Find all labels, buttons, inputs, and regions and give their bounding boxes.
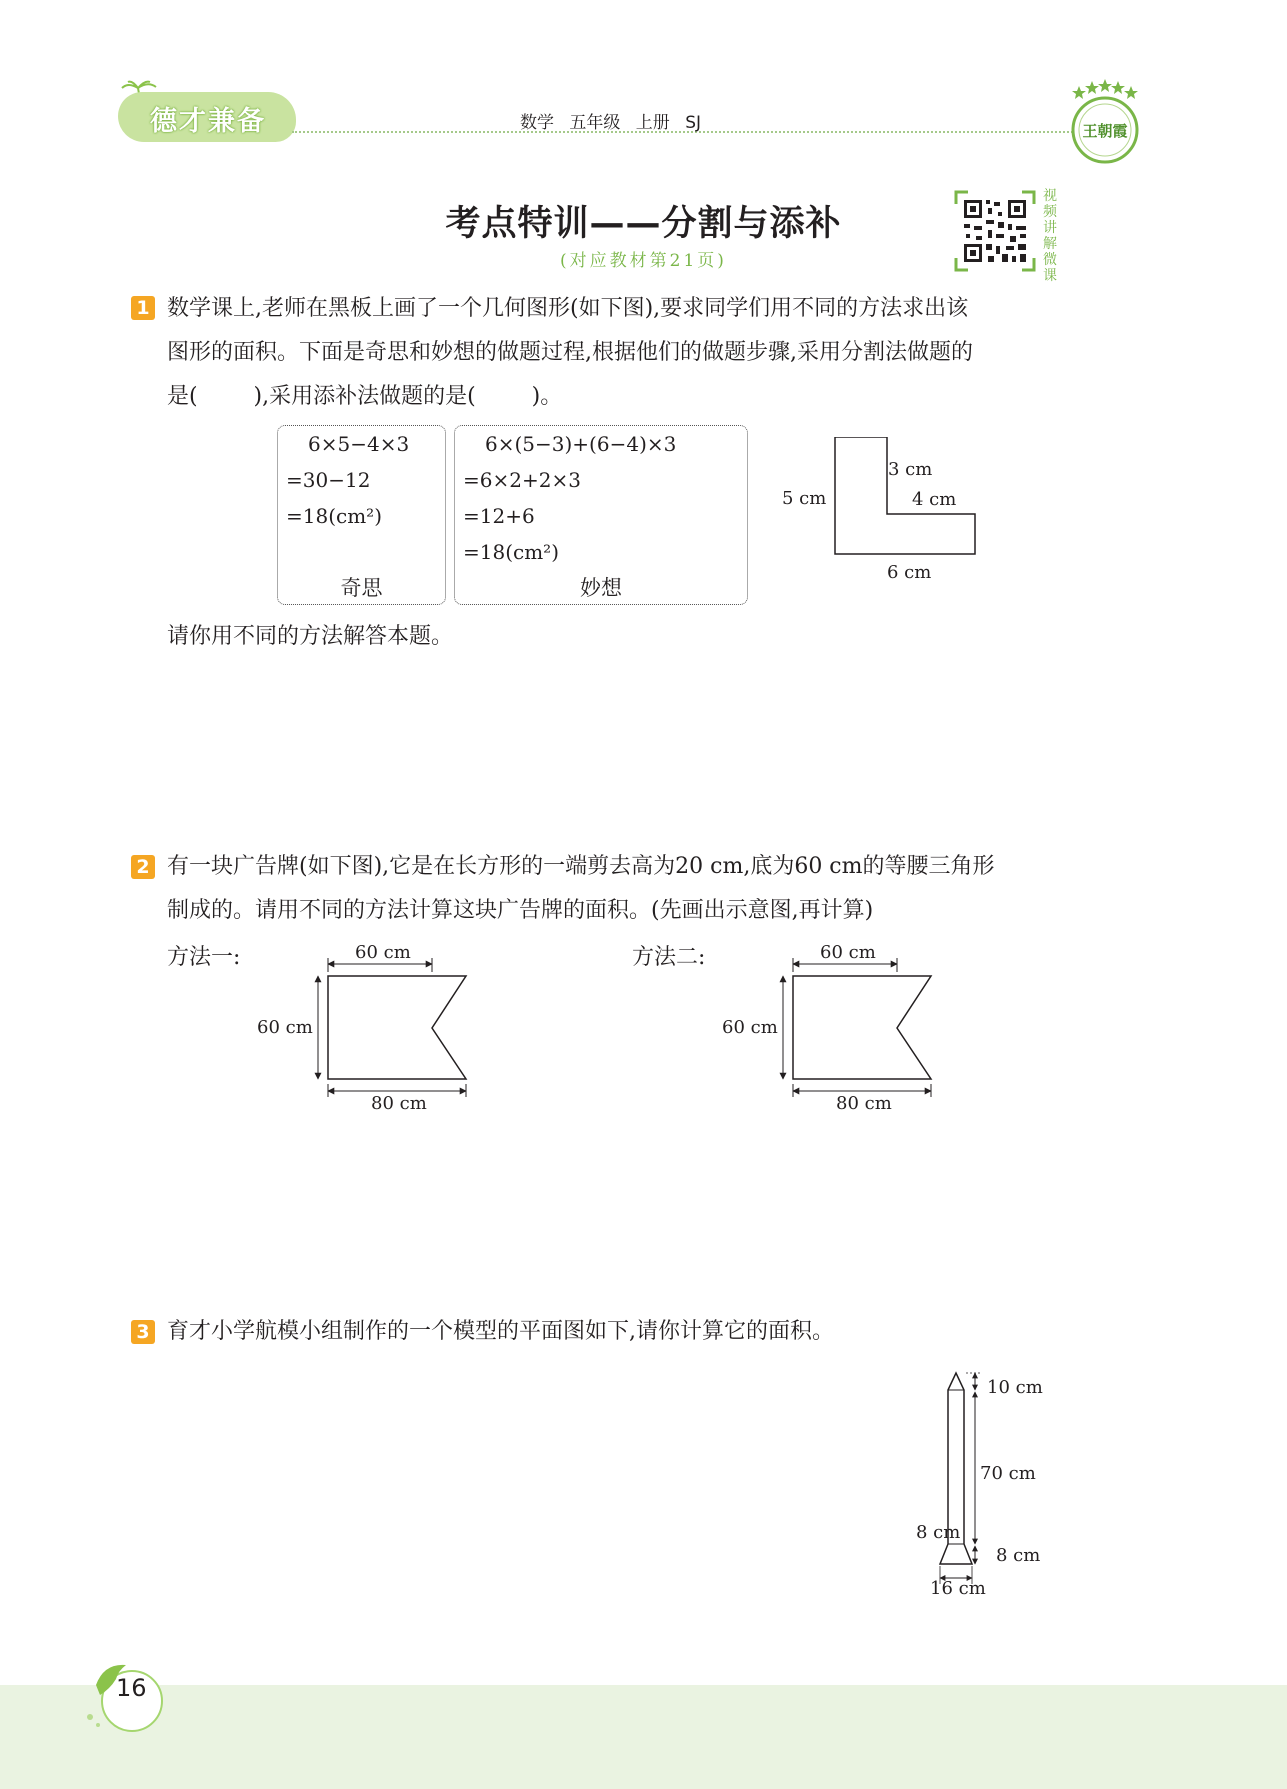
qisi-name: 奇思 [340,576,383,600]
q2-text-line2: 制成的。请用不同的方法计算这块广告牌的面积。(先画出示意图,再计算) [167,898,874,923]
footer-band [0,1685,1287,1789]
q3-base-left-label: 8 cm [916,1522,961,1543]
question-number-1: 1 [131,296,155,320]
qisi-solution-box [277,425,446,605]
question-number-2: 2 [131,855,155,879]
q2-fig1-top-label: 60 cm [355,942,411,963]
q1-figure-bottom-label: 6 cm [887,562,932,583]
method-one-label: 方法一: [167,945,241,970]
miaoxiang-step-2: =6×2+2×3 [463,468,581,492]
q3-base-width-label: 16 cm [930,1578,986,1599]
q1-text-line1: 数学课上,老师在黑板上画了一个几何图形(如下图),要求同学们用不同的方法求出该 [167,296,969,321]
question-number-3: 3 [131,1320,155,1344]
svg-text:王朝霞: 王朝霞 [1082,122,1128,140]
method-two-label: 方法二: [632,945,706,970]
q2-fig1-bottom-label: 80 cm [371,1093,427,1114]
q1-text-line2: 图形的面积。下面是奇思和妙想的做题过程,根据他们的做题步骤,采用分割法做题的 [167,340,973,365]
q3-body-label: 70 cm [980,1463,1036,1484]
q1-prompt: 请你用不同的方法解答本题。 [167,624,454,649]
qisi-step-3: =18(cm²) [286,504,382,528]
page-title: 考点特训——分割与添补 [445,204,842,244]
q3-base-right-label: 8 cm [996,1545,1041,1566]
q1-text-line3: 是( ),采用添补法做题的是( )。 [167,384,563,409]
q2-fig2-left-label: 60 cm [722,1017,778,1038]
q2-text-line1: 有一块广告牌(如下图),它是在长方形的一端剪去高为20 cm,底为60 cm的等腰三角形 [167,854,995,879]
page-subtitle: (对应教材第21页) [560,251,727,271]
miaoxiang-solution-box [454,425,748,605]
subject-label: 数学 五年级 上册 SJ [520,113,702,133]
brand-text: 德才兼备 [150,106,266,137]
rocket-model-figure [930,1368,1040,1608]
qisi-step-2: =30−12 [286,468,371,492]
billboard-figure-2 [775,958,935,1098]
seal-logo [1065,78,1145,168]
q2-fig2-bottom-label: 80 cm [836,1093,892,1114]
q2-fig1-left-label: 60 cm [257,1017,313,1038]
page-number: 16 [116,1674,147,1702]
qr-caption: 视频讲解微课 [1043,188,1057,284]
q1-figure-inner-top-label: 3 cm [888,459,933,480]
miaoxiang-step-3: =12+6 [463,504,535,528]
q3-text-line1: 育才小学航模小组制作的一个模型的平面图如下,请你计算它的面积。 [167,1319,834,1344]
q2-fig2-top-label: 60 cm [820,942,876,963]
header-divider [292,131,1132,133]
q1-figure-left-label: 5 cm [782,488,827,509]
q3-tip-label: 10 cm [987,1377,1043,1398]
miaoxiang-name: 妙想 [580,576,622,600]
qisi-step-1: 6×5−4×3 [308,432,410,456]
q1-figure-inner-right-label: 4 cm [912,489,957,510]
billboard-figure-1 [310,958,470,1098]
miaoxiang-step-4: =18(cm²) [463,540,559,564]
qr-code[interactable] [954,190,1036,272]
miaoxiang-step-1: 6×(5−3)+(6−4)×3 [485,432,677,456]
l-shape-figure [832,437,982,557]
